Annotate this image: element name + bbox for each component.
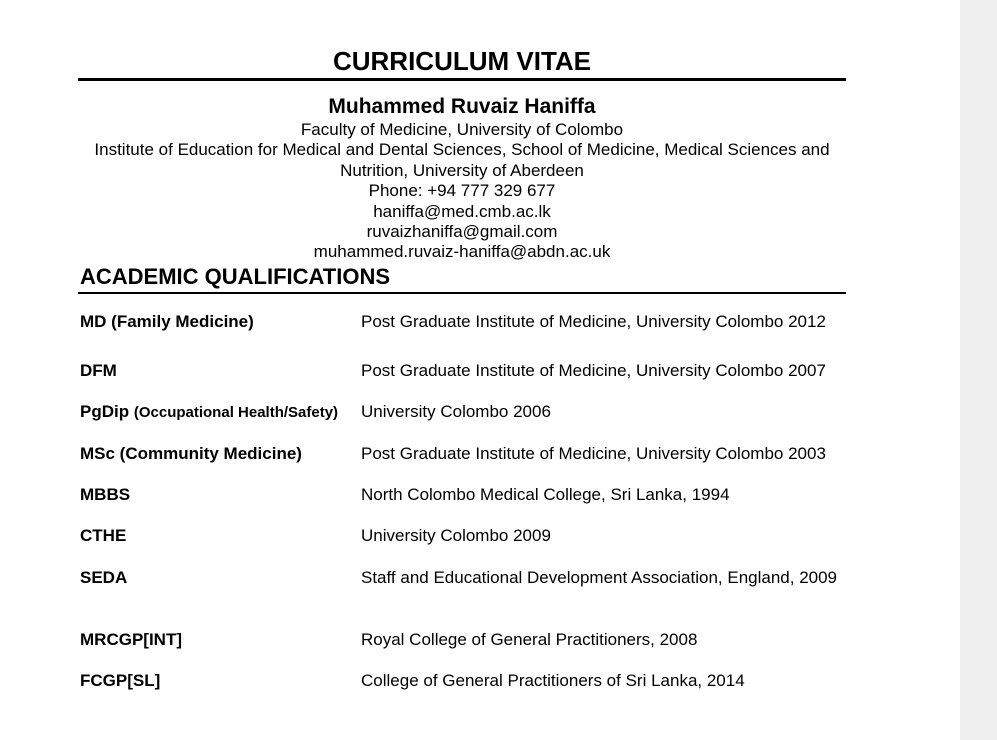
person-name: Muhammed Ruvaiz Haniffa: [328, 95, 596, 118]
qualification-institution: Royal College of General Practitioners, 2008: [361, 630, 698, 649]
qualification-degree-group: [80, 402, 360, 423]
qualification-degree: PgDip: [80, 402, 130, 421]
qualification-degree: CTHE: [80, 526, 127, 545]
document-title: CURRICULUM VITAE: [332, 46, 592, 76]
contact-header: [60, 94, 864, 263]
email-gmail: ruvaizhaniffa@gmail.com: [366, 222, 558, 242]
qualification-institution: University Colombo 2006: [361, 402, 551, 421]
qualification-institution: North Colombo Medical College, Sri Lanka, 1994: [361, 485, 730, 504]
email-abdn: muhammed.ruvaiz-haniffa@abdn.ac.uk: [313, 242, 611, 262]
affiliation-colombo: Faculty of Medicine, University of Colombo: [300, 120, 624, 139]
qualification-degree: MBBS: [80, 485, 131, 504]
email-cmb: haniffa@med.cmb.ac.lk: [373, 201, 551, 221]
viewer-side-gutter: [960, 0, 997, 740]
qualification-degree: DFM: [80, 361, 117, 380]
qualification-institution: College of General Practitioners of Sri Lanka, 2014: [361, 671, 745, 690]
qualification-institution: Post Graduate Institute of Medicine, University Colombo 2012: [361, 312, 826, 331]
qualification-degree: MRCGP[INT]: [80, 630, 182, 649]
affiliation-aberdeen-line-2: Nutrition, University of Aberdeen: [340, 160, 584, 180]
qualification-degree: MD (Family Medicine): [80, 312, 254, 331]
qualification-degree-suffix: (Occupational Health/Safety): [133, 404, 339, 421]
qualification-institution: Post Graduate Institute of Medicine, University Colombo 2003: [361, 444, 826, 463]
qualification-degree: SEDA: [80, 568, 128, 587]
qualification-degree: MSc (Community Medicine): [80, 444, 302, 463]
section-heading-academic-qualifications: ACADEMIC QUALIFICATIONS: [80, 264, 391, 289]
phone-number: Phone: +94 777 329 677: [368, 181, 556, 201]
qualification-institution: Post Graduate Institute of Medicine, University Colombo 2007: [361, 361, 826, 380]
qualification-degree: FCGP[SL]: [80, 671, 161, 690]
affiliation-aberdeen-line-1: Institute of Education for Medical and Dental Sciences, School of Medicine, Medical Sciences and: [94, 140, 830, 160]
qualification-institution: Staff and Educational Development Association, England, 2009: [361, 568, 838, 587]
title-divider: [78, 78, 846, 81]
qualification-institution: University Colombo 2009: [361, 526, 551, 545]
section-divider: [78, 292, 846, 294]
